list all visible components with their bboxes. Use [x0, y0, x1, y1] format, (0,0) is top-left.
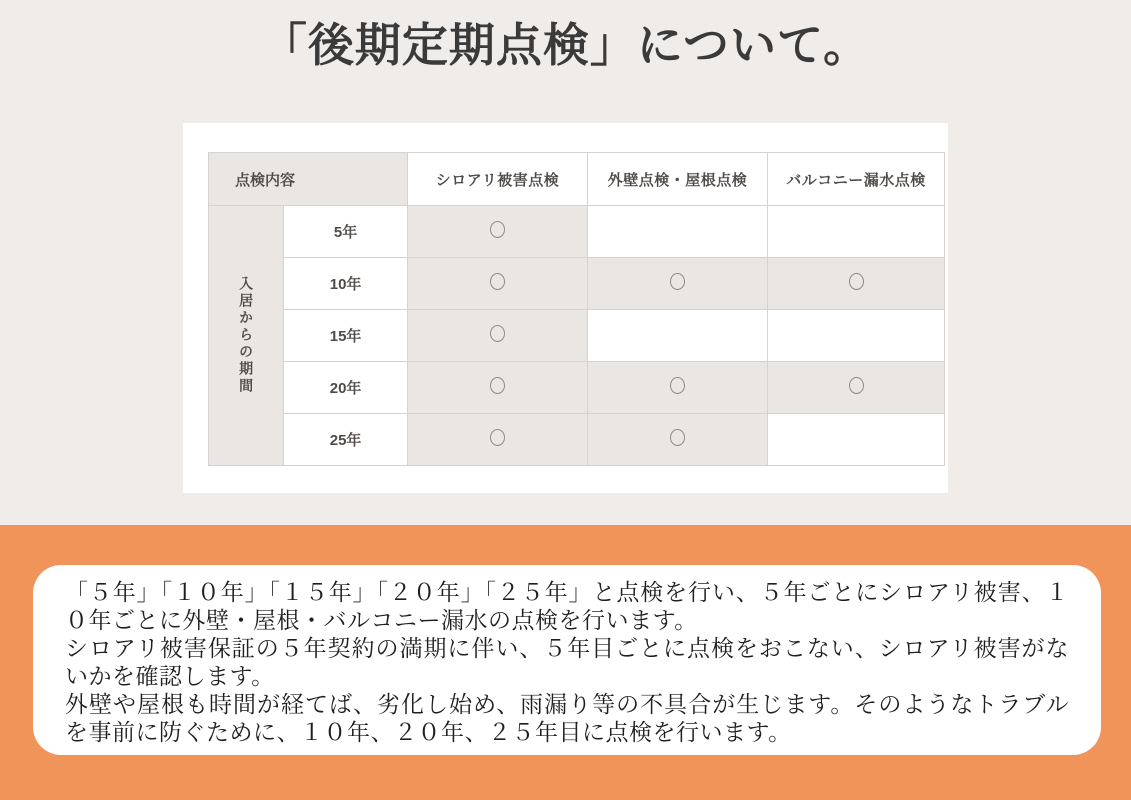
table-row: [209, 258, 945, 310]
table-row: [209, 310, 945, 362]
circle-mark-icon: [670, 273, 685, 290]
circle-mark-icon: [670, 377, 685, 394]
mark-cell-checked: [408, 414, 588, 466]
circle-mark-icon: [670, 429, 685, 446]
table-row: [209, 362, 945, 414]
year-cell: 25年: [284, 414, 408, 466]
mark-cell-empty: [768, 206, 945, 258]
table-row: [209, 206, 945, 258]
circle-mark-icon: [490, 377, 505, 394]
note-paragraph-termite: シロアリ被害保証の５年契約の満期に伴い、５年目ごとに点検をおこない、シロアリ被害がないかを確認します。: [65, 635, 1069, 689]
table-card: [183, 123, 948, 493]
corner-header-inspection-content: 点検内容: [209, 153, 408, 206]
note-paragraph-schedule: 「５年」「１０年」「１５年」「２０年」「２５年」と点検を行い、５年ごとにシロアリ被害、１０年ごとに外壁・屋根・バルコニー漏水の点検を行います。: [65, 579, 1069, 633]
mark-cell-empty: [768, 310, 945, 362]
circle-mark-icon: [849, 273, 864, 290]
column-header-balcony-leak-inspection: バルコニー漏水点検: [768, 153, 945, 206]
header-row: [209, 153, 945, 206]
year-cell: 10年: [284, 258, 408, 310]
column-header-termite-inspection: シロアリ被害点検: [408, 153, 588, 206]
mark-cell-checked: [588, 362, 768, 414]
circle-mark-icon: [490, 429, 505, 446]
mark-cell-checked: [408, 310, 588, 362]
year-cell: 5年: [284, 206, 408, 258]
mark-cell-checked: [588, 258, 768, 310]
year-cell: 20年: [284, 362, 408, 414]
circle-mark-icon: [490, 325, 505, 342]
column-header-wall-roof-inspection: 外壁点検・屋根点検: [588, 153, 768, 206]
mark-cell-checked: [768, 258, 945, 310]
table-header: [209, 153, 945, 206]
circle-mark-icon: [849, 377, 864, 394]
mark-cell-checked: [768, 362, 945, 414]
inspection-table-body: [209, 206, 945, 466]
row-group-label-period-since-move-in: 入居からの期間: [209, 206, 284, 466]
explanation-note-box: [33, 565, 1101, 755]
circle-mark-icon: [490, 273, 505, 290]
mark-cell-checked: [408, 206, 588, 258]
mark-cell-empty: [768, 414, 945, 466]
circle-mark-icon: [490, 221, 505, 238]
mark-cell-empty: [588, 310, 768, 362]
year-cell: 15年: [284, 310, 408, 362]
table-row: [209, 414, 945, 466]
footer-accent-band: [0, 525, 1131, 800]
note-paragraph-wall-roof: 外壁や屋根も時間が経てば、劣化し始め、雨漏り等の不具合が生じます。そのようなトラブルを事前に防ぐために、１０年、２０年、２５年目に点検を行います。: [65, 691, 1069, 745]
mark-cell-empty: [588, 206, 768, 258]
page-title: 「後期定期点検」について。: [260, 19, 871, 71]
mark-cell-checked: [408, 258, 588, 310]
mark-cell-checked: [408, 362, 588, 414]
mark-cell-checked: [588, 414, 768, 466]
inspection-schedule-table: [208, 152, 945, 466]
